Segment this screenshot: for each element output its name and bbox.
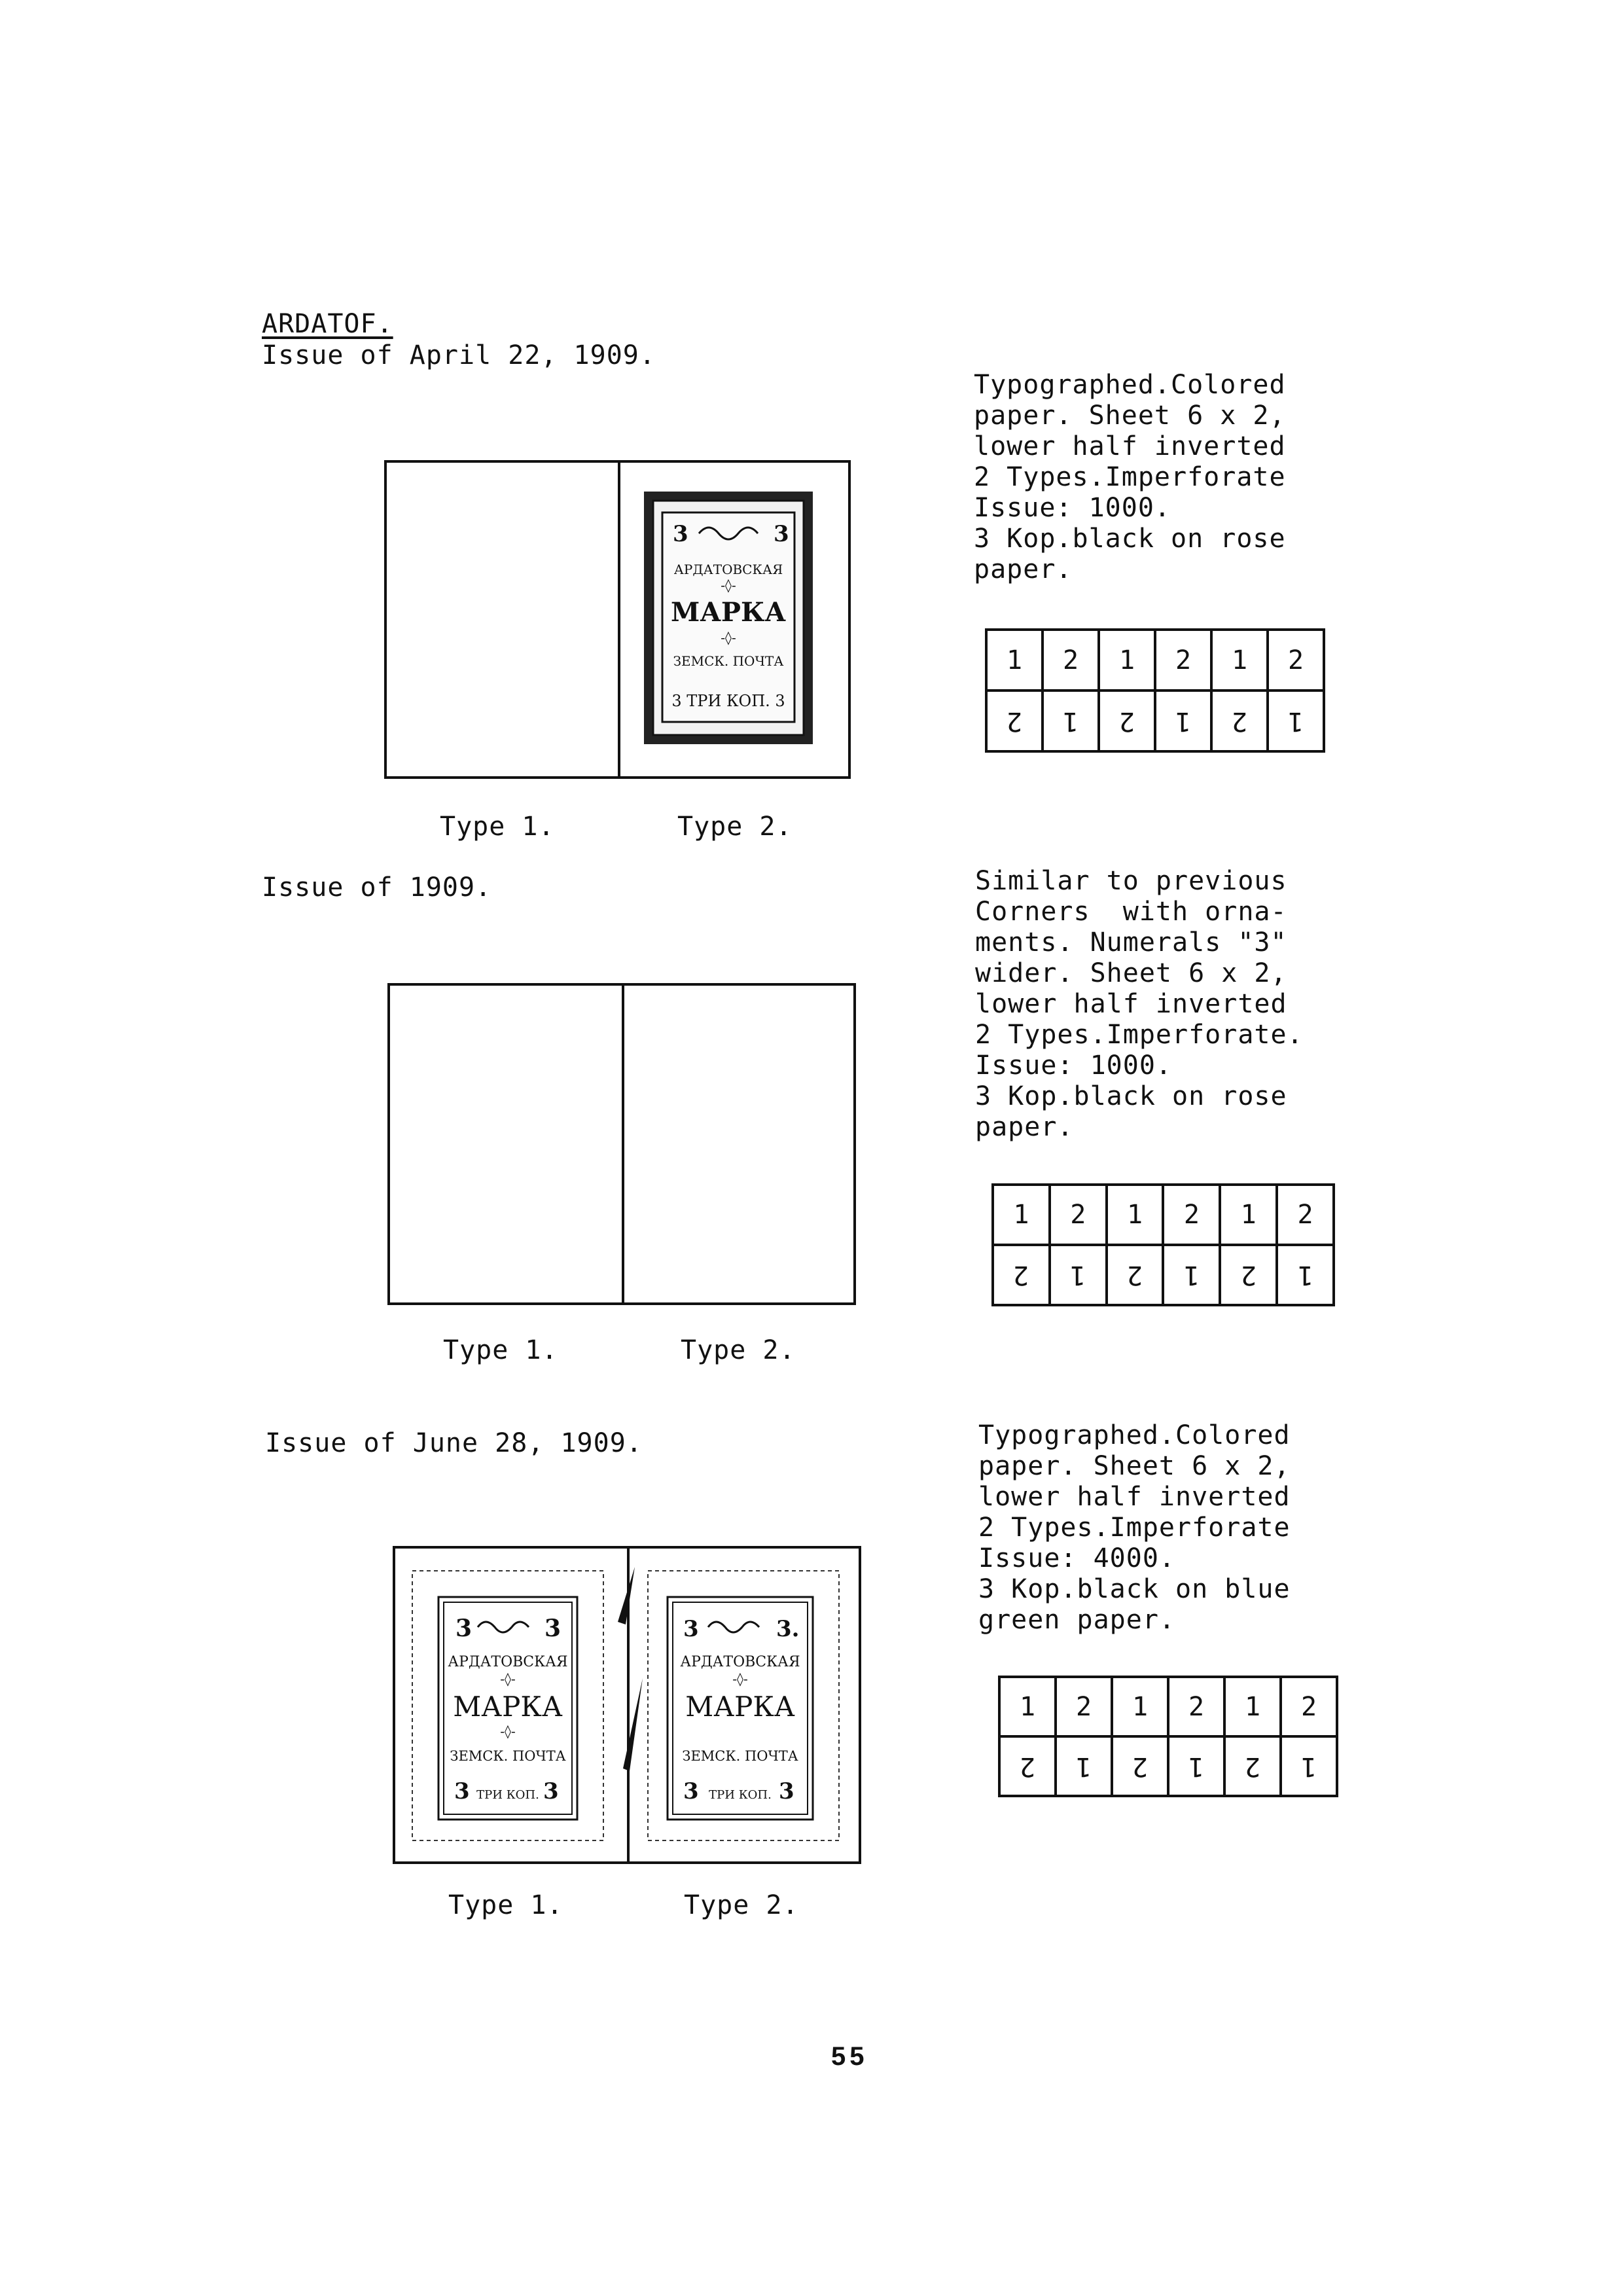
issue-2-title: Issue of 1909. <box>262 872 492 903</box>
svg-text:3: 3 <box>543 1778 559 1804</box>
issue-1-type-2-slot <box>618 463 848 776</box>
sheet-cell-inverted: 1 <box>1168 1736 1224 1796</box>
issue-1-type-2-label: Type 2. <box>677 812 793 842</box>
page-number: 55 <box>831 2042 868 2071</box>
sheet-cell: 2 <box>1050 1185 1107 1245</box>
sheet-cell: 1 <box>1220 1185 1277 1245</box>
sheet-cell-inverted: 1 <box>1277 1245 1334 1305</box>
issue-3-type-1-label: Type 1. <box>448 1890 563 1920</box>
sheet-cell-inverted: 2 <box>1112 1736 1168 1796</box>
issue-3-title: Issue of June 28, 1909. <box>265 1428 643 1458</box>
issue-1-type-1-label: Type 1. <box>440 812 555 842</box>
sheet-cell-inverted: 1 <box>1043 691 1099 751</box>
sheet-cell: 2 <box>1281 1677 1337 1736</box>
issue-2-sheet-layout <box>991 1183 1335 1306</box>
sheet-cell-inverted: 2 <box>986 691 1043 751</box>
svg-text:-◊-: -◊- <box>732 1671 748 1687</box>
issue-1-stamp-frame <box>384 460 851 779</box>
svg-text:3: 3 <box>779 1778 794 1804</box>
town-heading: ARDATOF. <box>262 309 393 339</box>
issue-2-type-1-label: Type 1. <box>443 1335 558 1365</box>
issue-3-right-bottom-text: ТРИ КОП. <box>709 1788 772 1802</box>
sheet-cell-inverted: 2 <box>999 1736 1056 1796</box>
svg-text:-◊-: -◊- <box>500 1671 516 1687</box>
sheet-cell: 1 <box>1099 630 1155 691</box>
issue-3-left-bottom-text: ТРИ КОП. <box>476 1788 539 1802</box>
issue-3-left-arc-top: АРДАТОВСКАЯ <box>448 1654 568 1670</box>
svg-text:3: 3 <box>683 1778 699 1804</box>
svg-text:3: 3 <box>774 521 789 547</box>
svg-text:-◊-: -◊- <box>721 577 736 593</box>
svg-text:3: 3 <box>683 1616 699 1642</box>
sheet-cell: 1 <box>999 1677 1056 1736</box>
sheet-cell-inverted: 1 <box>1056 1736 1112 1796</box>
sheet-cell: 1 <box>986 630 1043 691</box>
sheet-cell: 2 <box>1163 1185 1220 1245</box>
sheet-cell-inverted: 1 <box>1155 691 1211 751</box>
sheet-cell: 1 <box>1107 1185 1164 1245</box>
issue-1-type-2-stamp <box>643 490 814 745</box>
sheet-cell-inverted: 2 <box>1224 1736 1281 1796</box>
issue-2-type-2-label: Type 2. <box>681 1335 796 1365</box>
issue-3-type-2-label: Type 2. <box>684 1890 799 1920</box>
issue-2-stamp-frame <box>387 983 856 1305</box>
issue-3-left-center: МАРКА <box>453 1691 563 1723</box>
issue-3-right-center: МАРКА <box>685 1691 795 1723</box>
sheet-cell-inverted: 2 <box>1099 691 1155 751</box>
issue-1-stamp-arc-top: АРДАТОВСКАЯ <box>673 562 783 577</box>
issue-3-description: Typographed.Colored paper. Sheet 6 x 2, lower half inverted 2 Types.Imperforate Issue: 4000. 3 Kop.black on blue green paper. <box>978 1420 1291 1635</box>
issue-1-description: Typographed.Colored paper. Sheet 6 x 2, lower half inverted 2 Types.Imperforate Issue: 1000. 3 Kop.black on rose paper. <box>974 370 1286 584</box>
sheet-cell: 1 <box>1224 1677 1281 1736</box>
sheet-cell-inverted: 2 <box>1220 1245 1277 1305</box>
sheet-cell-inverted: 1 <box>1163 1245 1220 1305</box>
sheet-cell-inverted: 2 <box>1211 691 1268 751</box>
sheet-cell-inverted: 1 <box>1050 1245 1107 1305</box>
issue-1-sheet-layout <box>985 628 1325 753</box>
issue-3-stamp-frame <box>393 1546 861 1864</box>
issue-2-type-2-slot <box>622 986 853 1302</box>
sheet-cell: 2 <box>1043 630 1099 691</box>
sheet-cell: 2 <box>1155 630 1211 691</box>
sheet-cell-inverted: 2 <box>993 1245 1050 1305</box>
issue-3-type-1-stamp <box>410 1568 606 1843</box>
sheet-cell: 2 <box>1277 1185 1334 1245</box>
wedge-marks <box>579 1562 683 1778</box>
issue-1-stamp-bottom: 3 ТРИ КОП. 3 <box>671 692 785 710</box>
svg-text:3: 3 <box>455 1615 473 1642</box>
sheet-cell: 1 <box>1211 630 1268 691</box>
sheet-cell-inverted: 1 <box>1268 691 1324 751</box>
sheet-cell: 1 <box>993 1185 1050 1245</box>
sheet-cell-inverted: 2 <box>1107 1245 1164 1305</box>
issue-2-type-1-slot <box>390 986 624 1302</box>
issue-1-type-1-slot <box>387 463 620 776</box>
issue-1-stamp-arc-bottom: ЗЕМСК. ПОЧТА <box>673 653 784 669</box>
svg-text:3: 3 <box>673 521 688 547</box>
svg-text:-◊-: -◊- <box>721 630 736 645</box>
issue-3-right-arc-top: АРДАТОВСКАЯ <box>680 1654 800 1670</box>
issue-3-left-arc-bottom: ЗЕМСК. ПОЧТА <box>450 1748 566 1764</box>
svg-text:3: 3 <box>544 1615 562 1642</box>
issue-3-right-arc-bottom: ЗЕМСК. ПОЧТА <box>682 1748 798 1764</box>
sheet-cell: 2 <box>1056 1677 1112 1736</box>
svg-text:3: 3 <box>454 1778 470 1804</box>
issue-1-stamp-center: МАРКА <box>671 597 786 628</box>
issue-1-title: Issue of April 22, 1909. <box>262 340 656 370</box>
sheet-cell: 2 <box>1168 1677 1224 1736</box>
issue-3-sheet-layout <box>998 1676 1338 1797</box>
issue-2-description: Similar to previous Corners with orna- ments. Numerals "3" wider. Sheet 6 x 2, lower half inverted 2 Types.Imperforate. Issue: 1000. 3 Kop.black on rose paper. <box>975 866 1304 1142</box>
svg-text:-◊-: -◊- <box>500 1723 516 1739</box>
sheet-cell: 2 <box>1268 630 1324 691</box>
sheet-cell-inverted: 1 <box>1281 1736 1337 1796</box>
svg-text:3.: 3. <box>776 1616 800 1642</box>
sheet-cell: 1 <box>1112 1677 1168 1736</box>
